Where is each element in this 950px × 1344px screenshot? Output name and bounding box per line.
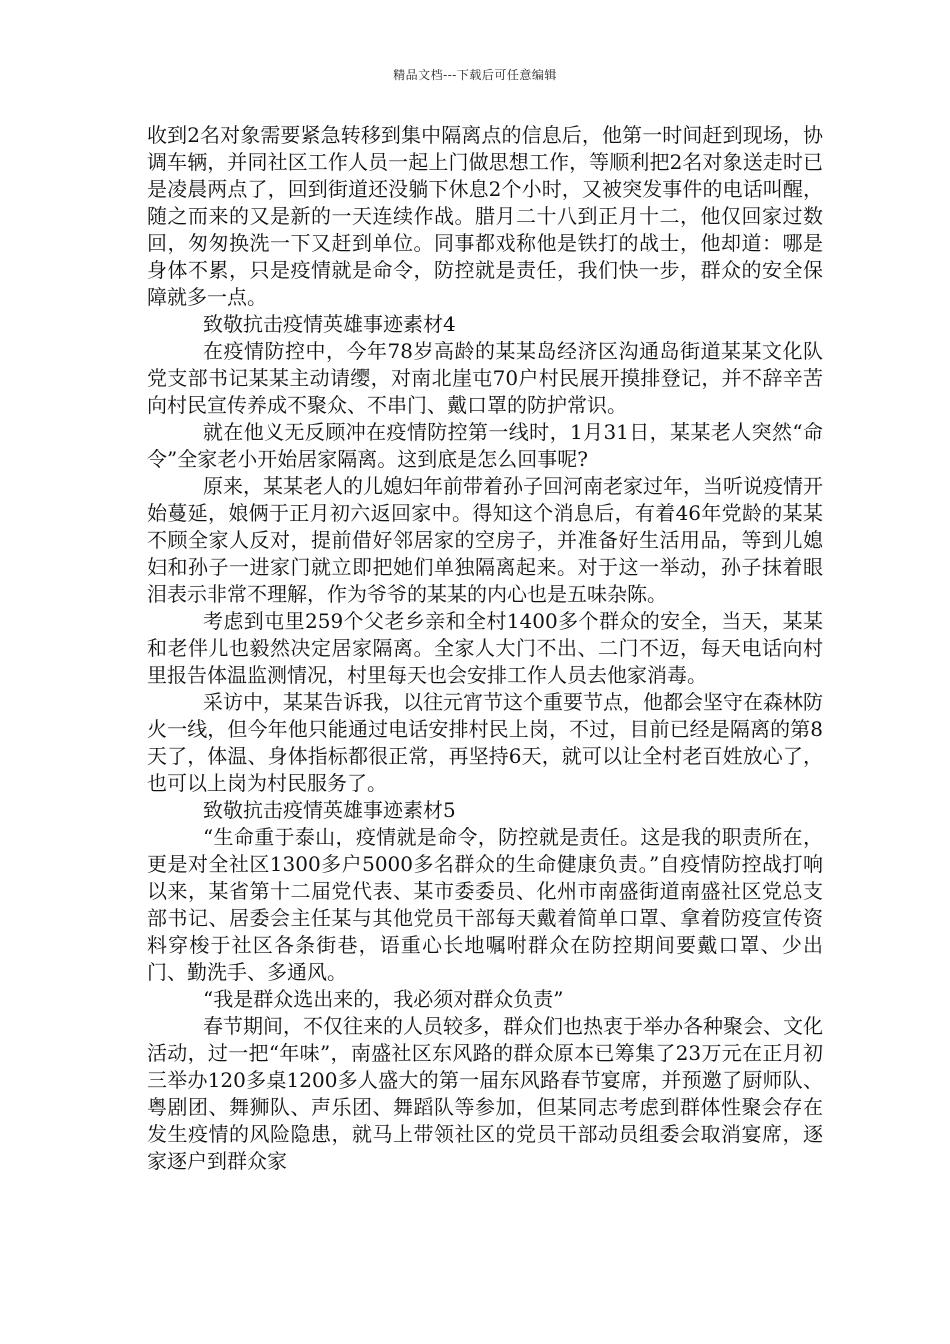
paragraph: 原来，某某老人的儿媳妇年前带着孙子回河南老家过年，当听说疫情开始蔓延，娘俩于正月初六返回家中。得知这个消息后，有着46年党龄的某某不顾全家人反对，提前借好邻居家的空房子，并准备好生活用品，等到儿媳妇和孙子一进家门就立即把她们单独隔离起来。对于这一举动，孙子抹着眼泪表示非常不理解，作为爷爷的某某的内心也是五味杂陈。 (147, 474, 823, 606)
paragraph: “生命重于泰山，疫情就是命令，防控就是责任。这是我的职责所在，更是对全社区1300多户5000多名群众的生命健康负责。”自疫情防控战打响以来，某省第十二届党代表、某市委委员、化州市南盛街道南盛社区党总支部书记、居委会主任某与其他党员干部每天戴着简单口罩、拿着防疫宣传资料穿梭于社区各条街巷，语重心长地嘱咐群众在防控期间要戴口罩、少出门、勤洗手、多通风。 (147, 825, 823, 984)
paragraph: 考虑到屯里259个父老乡亲和全村1400多个群众的安全，当天，某某和老伴儿也毅然决定居家隔离。全家人大门不出、二门不迈，每天电话向村里报告体温监测情况，村里每天也会安排工作人员去他家消毒。 (147, 609, 823, 687)
paragraph: 春节期间，不仅往来的人员较多，群众们也热衷于举办各种聚会、文化活动，过一把“年味”，南盛社区东风路的群众原本已筹集了23万元在正月初三举办120多桌1200多人盛大的第一届东风路春节宴席，并预邀了厨师队、粤剧团、舞狮队、声乐团、舞蹈队等参加，但某同志考虑到群体性聚会存在发生疫情的风险隐患，就马上带领社区的党员干部动员组委会取消宴席，逐家逐户到群众家 (147, 1014, 823, 1173)
page-header-note: 精品文档---下载后可任意编辑 (393, 68, 557, 82)
paragraph: 在疫情防控中，今年78岁高龄的某某岛经济区沟通岛街道某某文化队党支部书记某某主动请缨，对南北崖屯70户村民展开摸排登记，并不辞辛苦向村民宣传养成不聚众、不串门、戴口罩的防护常识。 (147, 339, 823, 417)
section-heading: 致敬抗击疫情英雄事迹素材4 (203, 312, 456, 336)
document-body (147, 122, 823, 1175)
section-heading: 致敬抗击疫情英雄事迹素材5 (203, 798, 456, 822)
paragraph: 收到2名对象需要紧急转移到集中隔离点的信息后，他第一时间赶到现场，协调车辆，并同社区工作人员一起上门做思想工作，等顺利把2名对象送走时已是凌晨两点了，回到街道还没躺下休息2个小时，又被突发事件的电话叫醒，随之而来的又是新的一天连续作战。腊月二十八到正月十二，他仅回家过数回，匆匆换洗一下又赶到单位。同事都戏称他是铁打的战士，他却道：哪是身体不累，只是疫情就是命令，防控就是责任，我们快一步，群众的安全保障就多一点。 (147, 123, 823, 309)
paragraph: 采访中，某某告诉我，以往元宵节这个重要节点，他都会坚守在森林防火一线，但今年他只能通过电话安排村民上岗，不过，目前已经是隔离的第8天了，体温、身体指标都很正常，再坚持6天，就可以让全村老百姓放心了，也可以上岗为村民服务了。 (147, 690, 823, 795)
quote-subheading: “我是群众选出来的，我必须对群众负责” (203, 987, 564, 1011)
paragraph: 就在他义无反顾冲在疫情防控第一线时，1月31日，某某老人突然“命令”全家老小开始居家隔离。这到底是怎么回事呢? (147, 420, 823, 471)
